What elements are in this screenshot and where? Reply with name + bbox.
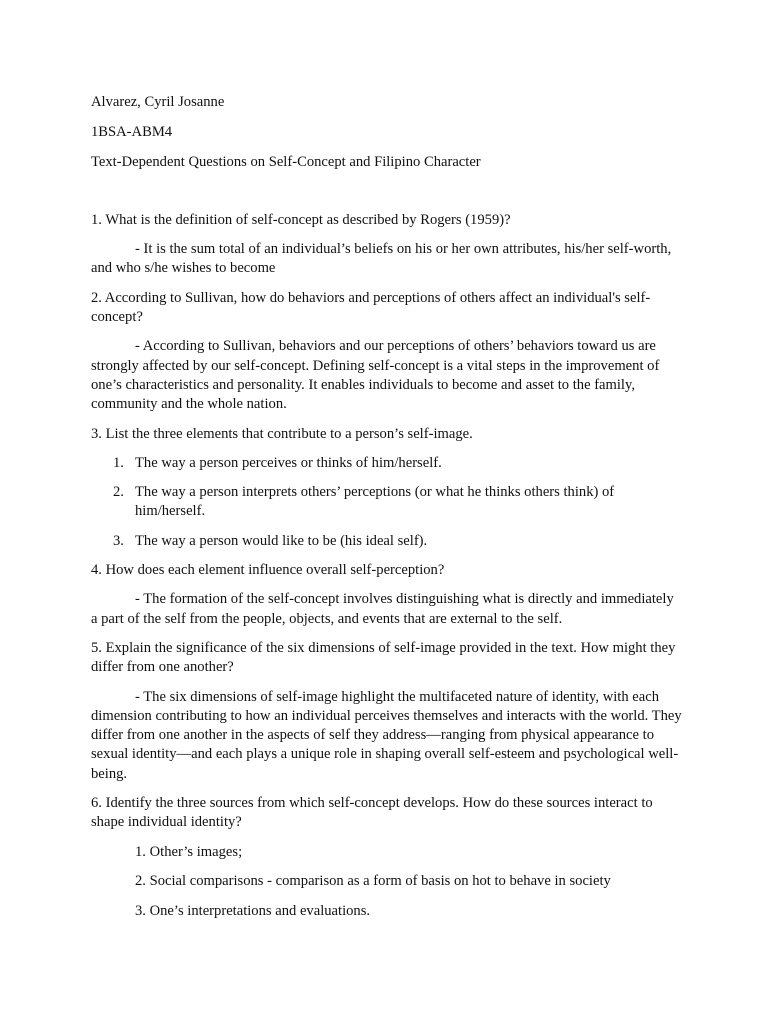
list-item-number: 3.: [113, 532, 124, 549]
list-item-number: 2.: [113, 484, 124, 501]
answer-2: - According to Sullivan, behaviors and our perceptions of others’ behaviors toward us are strongly affected by our self-concept. Defining self-concept is a vital steps in the improvement of one’s characteristics and personality. It enables individuals to become and asset to the family, community and the whole nation.: [91, 338, 660, 413]
question-1: 1. What is the definition of self-concept as described by Rogers (1959)?: [91, 211, 511, 228]
student-name: Alvarez, Cyril Josanne: [91, 94, 225, 110]
question-4: 4. How does each element influence overall self-perception?: [91, 562, 445, 579]
list-item-text: The way a person would like to be (his ideal self).: [135, 532, 428, 549]
question-2: 2. According to Sullivan, how do behaviors and perceptions of others affect an individual's self-concept?: [91, 289, 651, 326]
list-item: [91, 532, 683, 551]
element-list: [91, 454, 683, 551]
list-item: 2. Social comparisons - comparison as a form of basis on hot to behave in society: [135, 873, 611, 890]
document-page: [91, 93, 683, 932]
list-item-text: The way a person interprets others’ perceptions (or what he thinks others think) of him/herself.: [135, 484, 615, 520]
document-title: Text-Dependent Questions on Self-Concept and Filipino Character: [91, 153, 481, 170]
question-5: 5. Explain the significance of the six dimensions of self-image provided in the text. How might they differ from one another?: [91, 639, 676, 676]
list-item-number: 1.: [113, 454, 124, 471]
list-item: [91, 483, 683, 522]
list-item: [91, 454, 683, 473]
question-3: 3. List the three elements that contribute to a person’s self-image.: [91, 425, 473, 442]
list-item-text: The way a person perceives or thinks of him/herself.: [135, 454, 442, 471]
student-section: 1BSA-ABM4: [91, 123, 173, 140]
list-item: 1. Other’s images;: [135, 843, 243, 860]
answer-5: - The six dimensions of self-image highlight the multifaceted nature of identity, with each dimension contributing to how an individual perceives themselves and interacts with the world. They differ from one another in the aspects of self they address—ranging from physical appearance to sexual identity—and each plays a unique role in shaping overall self-esteem and psychological well-being.: [91, 688, 682, 782]
answer-4: - The formation of the self-concept involves distinguishing what is directly and immediately a part of the self from the people, objects, and events that are external to the self.: [91, 591, 674, 627]
question-6: 6. Identify the three sources from which self-concept develops. How do these sources interact to shape individual identity?: [91, 795, 653, 831]
source-list: [91, 843, 683, 922]
answer-1: - It is the sum total of an individual’s beliefs on his or her own attributes, his/her self-worth, and who s/he wishes to become: [91, 241, 672, 277]
list-item: 3. One’s interpretations and evaluations.: [135, 903, 371, 920]
